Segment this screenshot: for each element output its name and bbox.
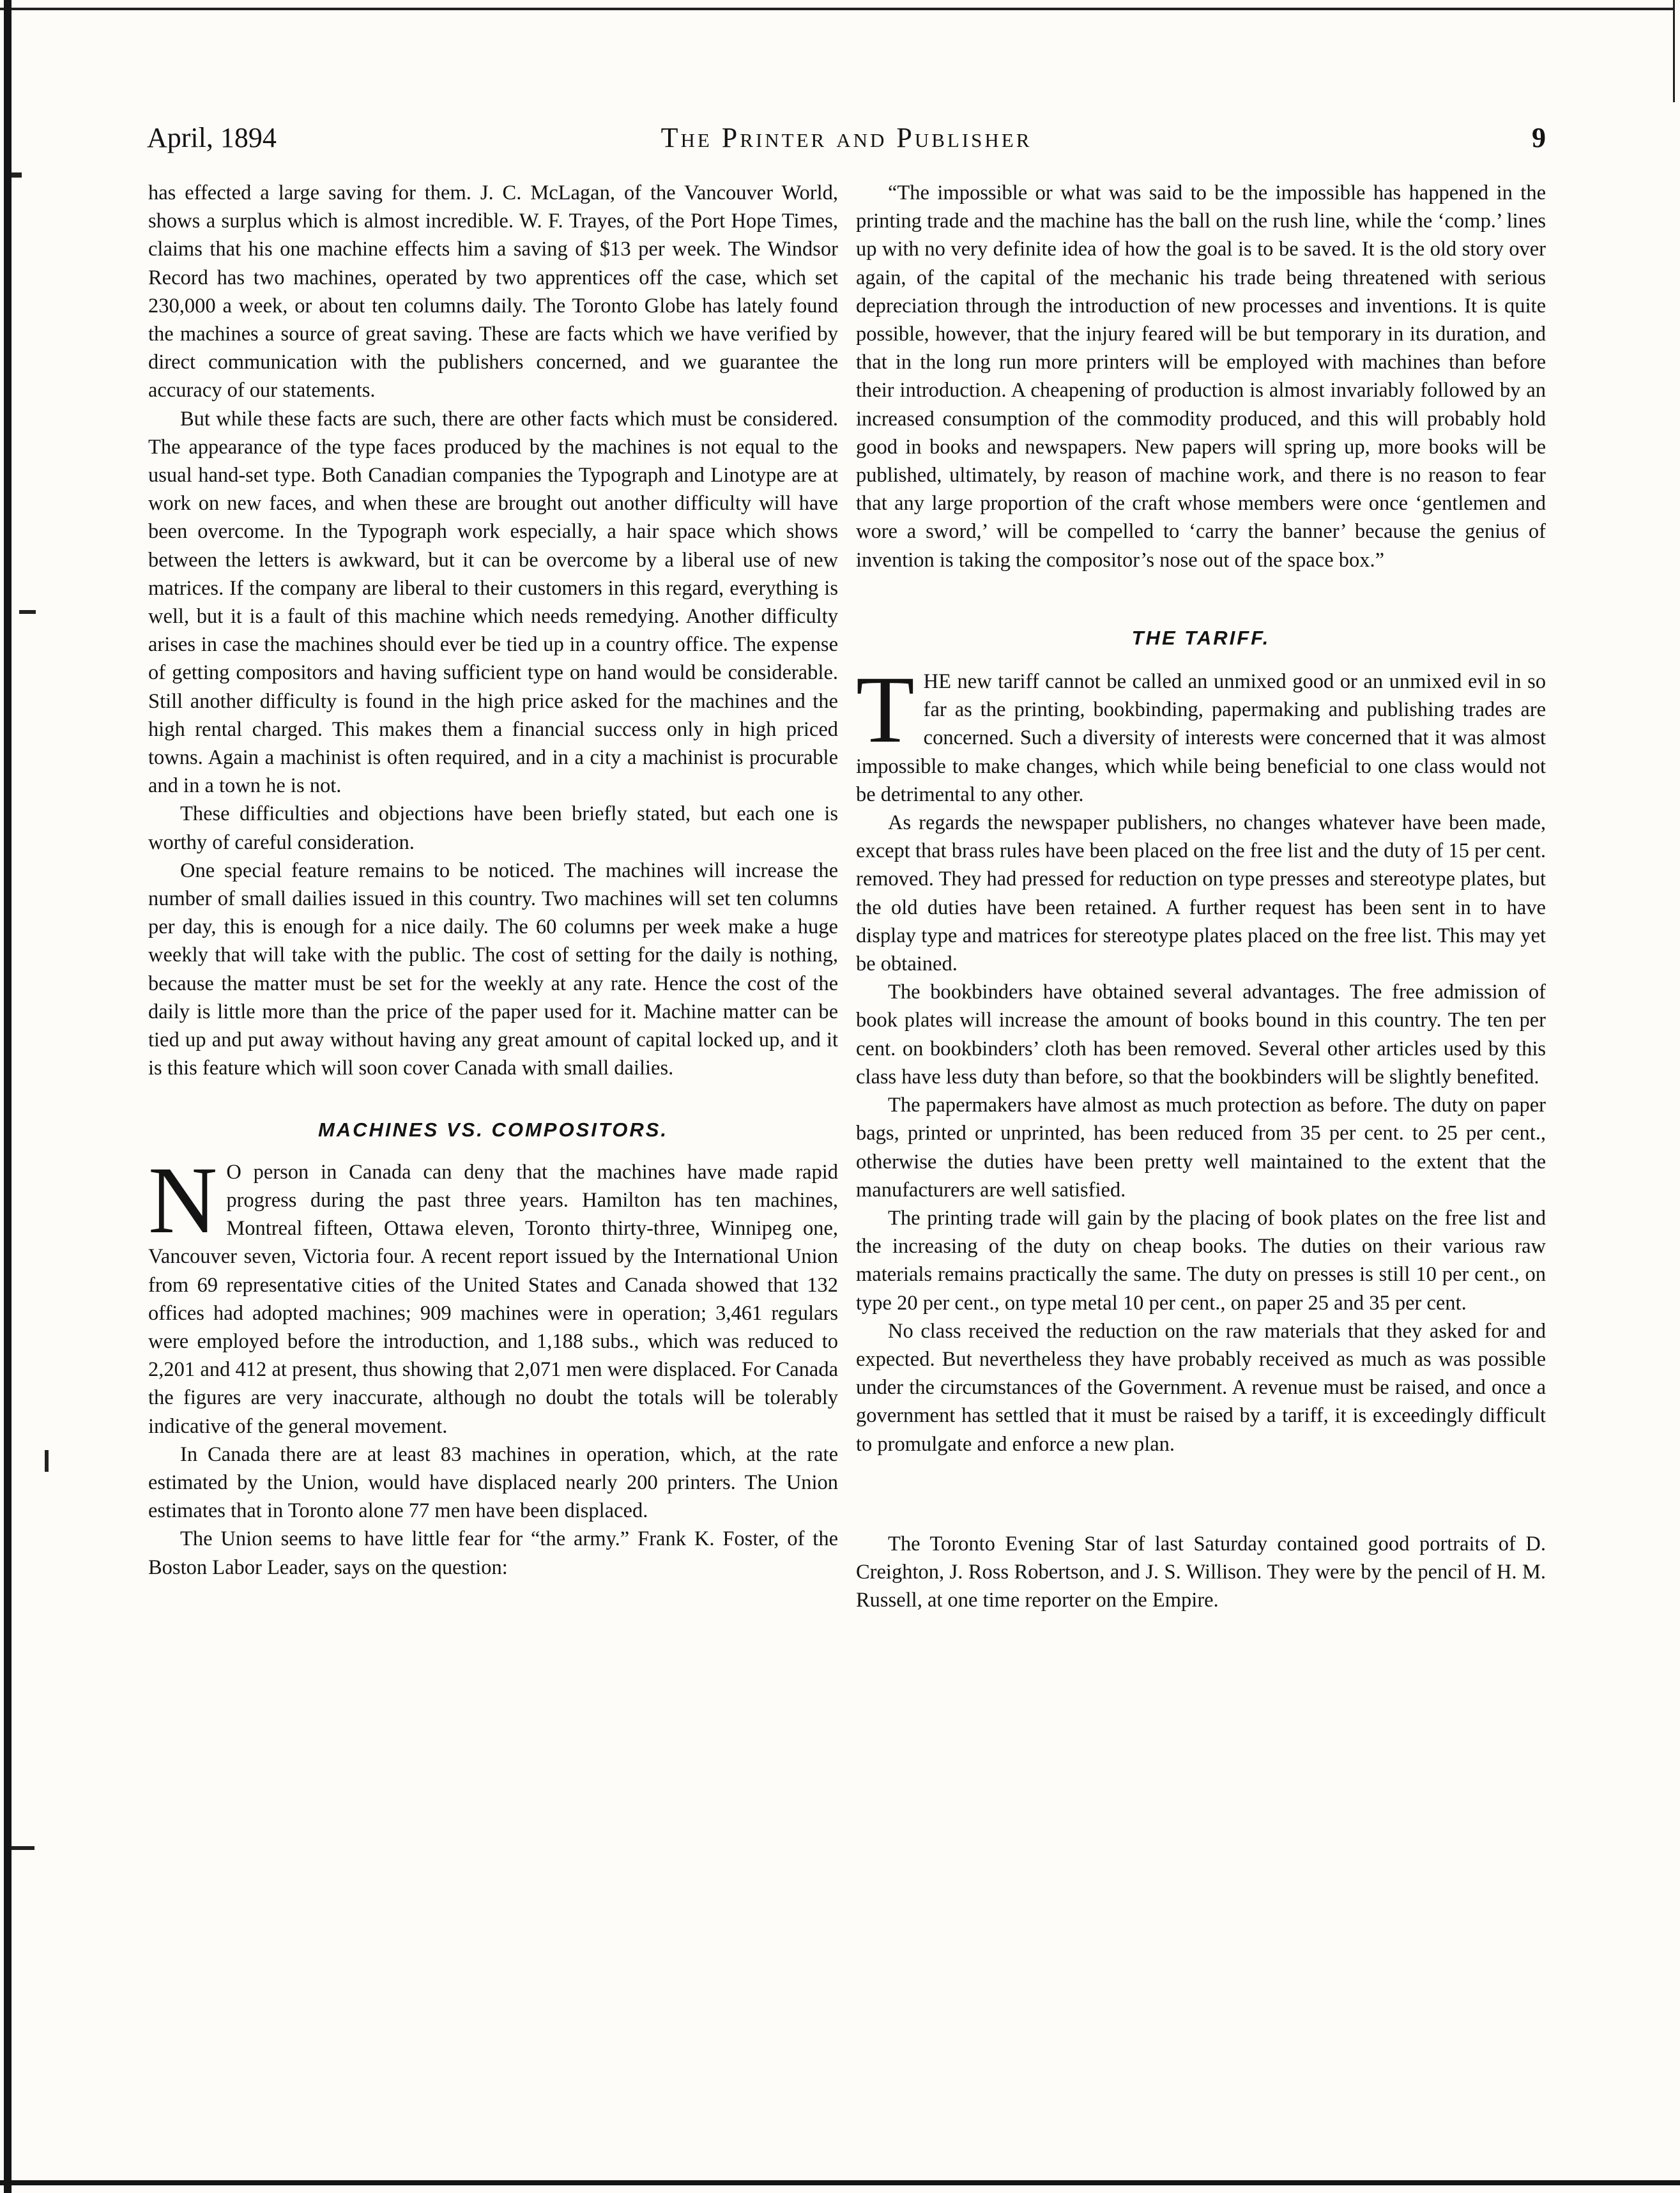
paragraph: The Toronto Evening Star of last Saturday contained good portraits of D. Creighton, J. Ross Robertson, and J. S. Willison. They were by the pencil of H. M. Russell, at one time reporter on the Empire. xyxy=(856,1532,1546,1612)
paragraph: One special feature remains to be noticed. The machines will increase the number of small dailies issued in this country. Two machines will set ten columns per day, this is enough for a nice daily. The 60 columns per week make a huge weekly that will take with the public. The cost of setting for the daily is nothing, because the matter must be set for the weekly at any rate. Hence the cost of the daily is little more than the price of the paper used for it. Machine matter can be tied up and put away without having any great amount of capital locked up, and it is this feature which will soon cover Canada with small dailies. xyxy=(148,859,838,1080)
paragraph-text: O person in Canada can deny that the machines have made rapid progress during the past three years. Hamilton has ten machines, Montreal fifteen, Ottawa eleven, Toronto thirty-three, Winnipeg one, Vancouver seven, Victoria four. A recent report issued by the International Union from 69 representative cities of the United States and Canada showed that 132 offices had adopted machines; 909 machines were in operation; 3,461 regulars were employed before the introduction, and 1,188 subs., which was reduced to 2,201 and 412 at present, thus showing that 2,071 men were displaced. For Canada the figures are very inaccurate, although no doubt the totals will be tolerably indicative of the general movement. xyxy=(148,1160,838,1438)
section-heading-tariff: THE TARIFF. xyxy=(1131,626,1271,649)
paragraph: The Union seems to have little fear for “the army.” Frank K. Foster, of the Boston Labor Leader, says on the question: xyxy=(148,1527,838,1579)
left-border-rule xyxy=(4,0,11,2193)
margin-mark xyxy=(11,172,22,178)
paragraph: The bookbinders have obtained several advantages. The free admission of book plates will increase the amount of books bound in this country. The ten per cent. on bookbinders’ cloth has been removed. Several other articles used by this class have less duty than before, so that the bookbinders will be slightly benefited. xyxy=(856,981,1546,1089)
margin-mark xyxy=(45,1450,49,1472)
paragraph: The papermakers have almost as much protection as before. The duty on paper bags, printed or unprinted, has been reduced from 35 per cent. to 25 per cent., otherwise the duties have been pretty well maintained to the extent that the manufacturers are well satisfied. xyxy=(856,1094,1546,1202)
running-header xyxy=(147,121,1546,160)
issue-date: April, 1894 xyxy=(147,122,277,153)
right-border-rule xyxy=(1673,0,1675,102)
paragraph: The printing trade will gain by the placing of book plates on the free list and the increasing of the duty on cheap books. The duties on their various raw materials remains practically the same. The duty on presses is still 10 per cent., on type 20 per cent., on type metal 10 per cent., on paper 25 and 35 per cent. xyxy=(856,1206,1546,1315)
quotation-paragraph: “The impossible or what was said to be the impossible has happened in the printing trade and the machine has the ball on the rush line, while the ‘comp.’ lines up with no very definite idea of how the goal is to be saved. It is the old story over again, of the capital of the mechanic his trade being threatened with serious depreciation through the introduction of new processes and inventions. It is quite possible, however, that the injury feared will be but temporary in its duration, and that in the long run more printers will be employed with machines than before their introduction. A cheapening of production is almost invariably followed by an increased consumption of the commodity produced, and this will probably hold good in books and newspapers. New papers will spring up, more books will be published, ultimately, by reason of machine work, and there is no reason to fear that any large proportion of the craft whose members were once ‘gentlemen and wore a sword,’ will be compelled to ‘carry the banner’ because the genius of invention is taking the compositor’s nose out of the space box.” xyxy=(856,181,1546,572)
paragraph: No class received the reduction on the raw materials that they asked for and expected. But nevertheless they have probably received as much as was possible under the circumstances of the Government. A revenue must be raised, and once a government has settled that it must be raised by a tariff, it is exceedingly difficult to promulgate and enforce a new plan. xyxy=(856,1319,1546,1456)
paragraph xyxy=(856,657,1546,809)
paragraph: has effected a large saving for them. J. C. McLagan, of the Vancouver World, shows a surplus which is almost incredible. W. F. Trayes, of the Port Hope Times, claims that his one machine effects him a saving of $13 per week. The Windsor Record has two machines, operated by two apprentices off the case, which set 230,000 a week, or about ten columns daily. The Toronto Globe has lately found the machines a source of great saving. These are facts which we have verified by direct communication with the publishers concerned, and we guarantee the accuracy of our statements. xyxy=(148,181,838,402)
paragraph xyxy=(148,1147,838,1440)
section-heading-machines: MACHINES VS. COMPOSITORS. xyxy=(317,1118,669,1141)
paragraph: In Canada there are at least 83 machines in operation, which, at the rate estimated by the Union, would have displaced nearly 200 printers. The Union estimates that in Toronto alone 77 men have been displaced. xyxy=(148,1442,838,1523)
paragraph-text: HE new tariff cannot be called an unmixed good or an unmixed evil in so far as the printing, bookbinding, papermaking and publishing trades are concerned. Such a diversity of interests were concerned that it was almost impossible to make changes, which while being beneficial to one class would not be detrimental to any other. xyxy=(856,670,1546,806)
margin-mark xyxy=(19,610,36,614)
paragraph: These difficulties and objections have been briefly stated, but each one is worthy of careful consideration. xyxy=(148,802,838,854)
left-column xyxy=(148,179,838,1582)
right-column xyxy=(856,179,1546,1614)
drop-cap: N xyxy=(148,1147,218,1253)
margin-mark xyxy=(11,1846,34,1850)
paragraph: But while these facts are such, there are other facts which must be considered. The appearance of the type faces produced by the machines is not equal to the usual hand-set type. Both Canadian companies the Typograph and Linotype are at work on new faces, and when these are brought out another difficulty will have been overcome. In the Typograph work especially, a hair space which shows between the letters is awkward, but it can be overcome by a liberal use of new matrices. If the company are liberal to their customers in this regard, everything is well, but it is a fault of this machine which needs remedying. Another difficulty arises in case the machines should ever be tied up in a country office. The expense of getting compositors and having sufficient type on hand would be considerable. Still another difficulty is found in the high price asked for the machines and the high rental charged. This makes them a financial success only in high priced towns. Again a machinist is often required, and in a city a machinist is procurable and in a town he is not. xyxy=(148,407,838,798)
top-border-rule xyxy=(0,8,1674,10)
drop-cap: T xyxy=(856,657,915,763)
page-number: 9 xyxy=(1532,122,1546,153)
bottom-border-rule xyxy=(0,2180,1680,2185)
paragraph: As regards the newspaper publishers, no changes whatever have been made, except that brass rules have been placed on the free list and the duty of 15 per cent. removed. They had pressed for reduction on type presses and stereotype plates, but the old duties have been retained. A further request has been sent in to have display type and matrices for stereotype plates placed on the free list. This may yet be obtained. xyxy=(856,811,1546,976)
publication-title: The Printer and Publisher xyxy=(661,122,1032,153)
